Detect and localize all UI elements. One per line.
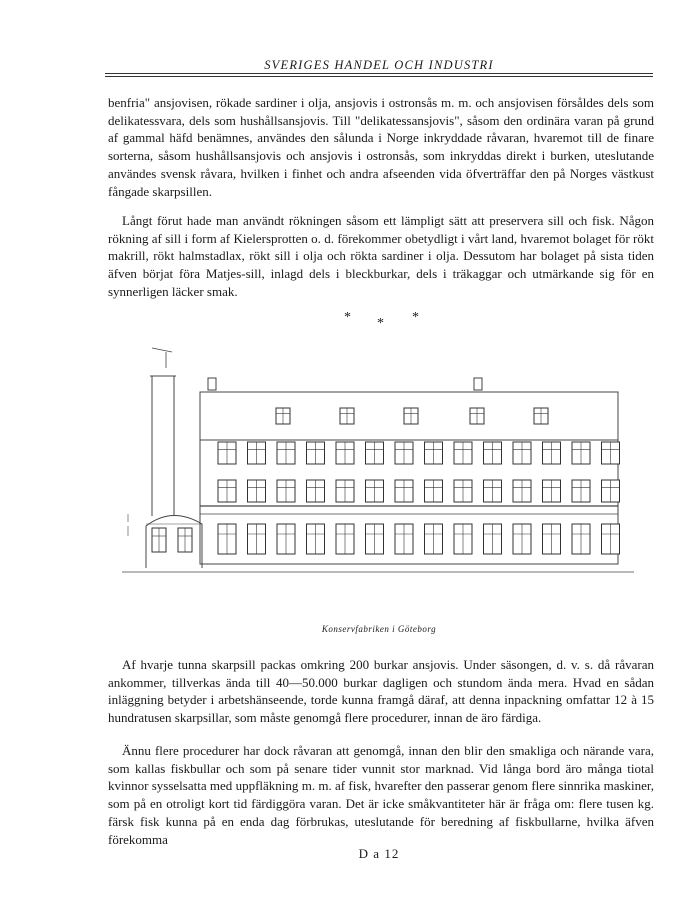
page-number: D a 12 bbox=[358, 846, 400, 861]
header-rule-bottom bbox=[105, 76, 653, 77]
running-header: SVERIGES HANDEL OCH INDUSTRI bbox=[264, 58, 494, 72]
figure-caption: Konservfabriken i Göteborg bbox=[321, 624, 437, 634]
paragraph-ansjovis: benfria" ansjovisen, rökade sardiner i olja, ansjovis i ostronsås m. m. och ansjovisen försåldes dels som delikatessvara, dels som hushållsansjovis. Till "delikatessansjovis", såsom den ordinära varan på grund af gammal häfd benämnes, användes den sålunda i Norge inkryddade råvaran, hvaremot till de finare sorterna, såsom hushållsansjovis och ansjovis i ostronsås, som inkryddas direkt i burken, uteslutande användes svensk råvara, hvilken i finhet och andra afseenden vida öfverträffar den på Norges västkust fångade skarpsillen. bbox=[108, 95, 654, 199]
star-right: * bbox=[412, 310, 419, 325]
paragraph-rokning: Långt förut hade man användt rökningen såsom ett lämpligt sätt att preservera sill och fisk. Någon rökning af sill i form af Kielersprotten o. d. förekommer obetydligt i vårt land, hvaremot bolaget för rökt makrill, rökt halmstadlax, rökt sill i olja och rökta sardiner i olja. Dessutom har bolaget på sista tiden äfven börjat föra Matjes-sill, inlagd dels i bleckburkar, dels i träkaggar och utmärkande sig för en synnerligen läcker smak. bbox=[108, 213, 654, 299]
paragraph-tunna: Af hvarje tunna skarpsill packas omkring 200 burkar ansjovis. Under säsongen, d. v. s. då råvaran ankommer, tillverkas ända till 40—50.000 burkar dagligen och stundom ända mera. Hvad en sådan inläggning betyder i arbetshänseende, torde kunna framgå däraf, att denna inpackning omfattar 12 à 15 hundratusen skarpsillar, som måste genomgå flere procedurer, innan de äro färdiga. bbox=[108, 657, 654, 726]
factory-drawing bbox=[122, 346, 634, 578]
section-separator bbox=[330, 310, 430, 332]
star-left: * bbox=[344, 310, 351, 325]
star-middle: * bbox=[377, 316, 384, 331]
factory-illustration bbox=[122, 346, 634, 578]
header-rule-top bbox=[105, 73, 653, 74]
paragraph-fiskbullar: Ännu flere procedurer har dock råvaran att genomgå, innan den blir den smakliga och närande vara, som kallas fiskbullar och som på senare tider vunnit stor marknad. Vid långa bord äro många tiotal kvinnor sysselsatta med uppfläkning m. m. af fisk, hvarefter den passerar genom flere sinnrika maskiner, som på en otroligt kort tid färdiggöra varan. Det är icke småkvantiteter här är fråga om: flere tusen kg. färsk fisk kunna på en enda dag förbrukas, uteslutande för beredning af fiskbullarne, hvilka äfven förekomma bbox=[108, 743, 654, 847]
